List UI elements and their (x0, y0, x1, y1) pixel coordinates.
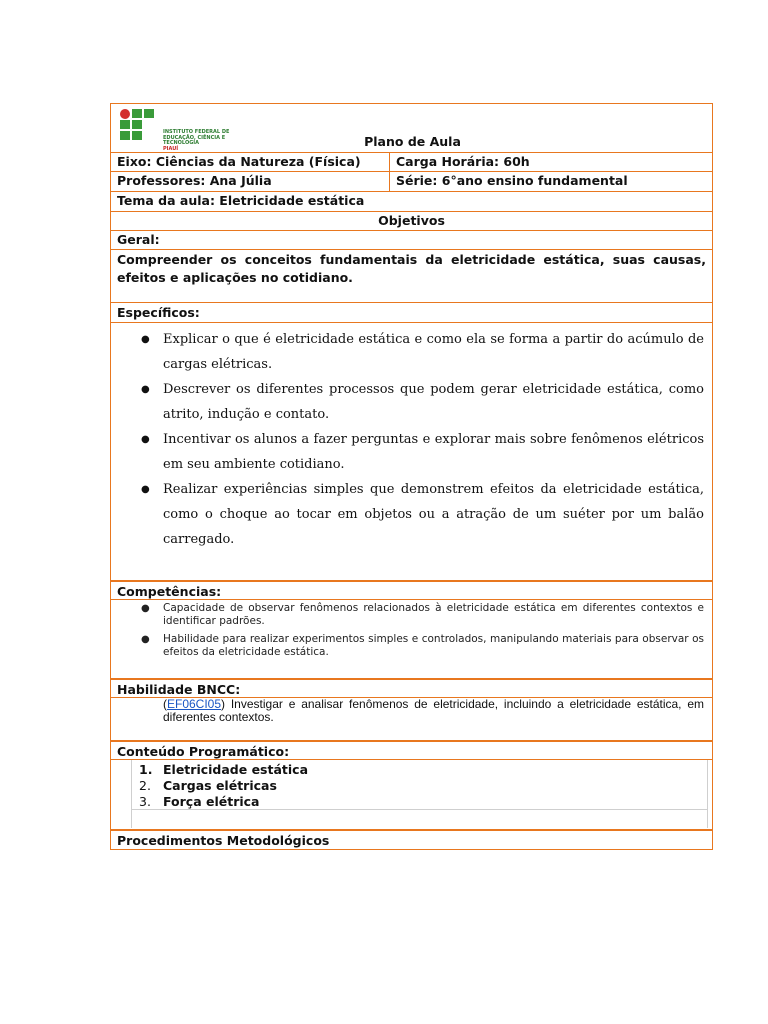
conteudo-item-text: Eletricidade estática (163, 762, 309, 777)
document-title: Plano de Aula (364, 134, 461, 149)
especifico-item: ● Explicar o que é eletricidade estática e como ela se forma a partir do acúmulo de cargas elétricas. (111, 327, 712, 377)
logo-text-line-1: INSTITUTO FEDERAL DE (163, 129, 230, 135)
bncc-text: ) Investigar e analisar fenômenos de eletricidade, incluindo a eletricidade estática, em diferentes contextos. (163, 697, 704, 724)
bncc-label: Habilidade BNCC: (110, 679, 713, 698)
procedimentos-label: Procedimentos Metodológicos (110, 830, 713, 850)
row-professores-serie (110, 172, 713, 192)
bncc-code-link[interactable]: EF06CI05 (167, 697, 222, 711)
row-eixo-carga (110, 152, 713, 172)
competencia-item: ● Habilidade para realizar experimentos simples e controlados, manipulando materiais para observar os efeitos da eletricidade estática. (111, 633, 712, 659)
logo-text-line-3: PIAUÍ (163, 145, 179, 152)
competencias-section (110, 600, 713, 679)
header-row (110, 103, 713, 152)
especifico-item: ● Realizar experiências simples que demonstrem efeitos da eletricidade estática, como o choque ao tocar em objetos ou a atração de um suéter por um balão carregado. (111, 477, 712, 552)
conteudo-item-text: Cargas elétricas (163, 778, 277, 793)
carga-cell: Carga Horária: 60h (396, 154, 530, 169)
conteudo-item (111, 794, 712, 810)
conteudo-item-number: 3. (139, 794, 151, 809)
conteudo-item-number: 1. (139, 762, 153, 777)
especifico-item: ● Descrever os diferentes processos que podem gerar eletricidade estática, como atrito, indução e contato. (111, 377, 712, 427)
especifico-item: ● Incentivar os alunos a fazer perguntas e explorar mais sobre fenômenos elétricos em seu ambiente cotidiano. (111, 427, 712, 477)
tema-cell: Tema da aula: Eletricidade estática (117, 193, 365, 208)
geral-label: Geral: (110, 231, 713, 250)
conteudo-list (111, 762, 712, 810)
conteudo-inner-frame-lower (131, 810, 708, 828)
conteudo-item-number: 2. (139, 778, 151, 793)
bncc-open-paren: ( (163, 697, 167, 711)
objetivos-heading: Objetivos (110, 212, 713, 231)
bncc-text-section (110, 698, 713, 741)
conteudo-item-text: Força elétrica (163, 794, 260, 809)
conteudo-item (111, 778, 712, 794)
serie-cell: Série: 6°ano ensino fundamental (396, 173, 628, 188)
especificos-section (110, 323, 713, 581)
conteudo-section (110, 760, 713, 830)
especificos-list (111, 327, 712, 552)
competencias-list (111, 602, 712, 659)
professores-cell: Professores: Ana Júlia (111, 172, 390, 191)
row-tema (110, 192, 713, 212)
conteudo-label: Conteúdo Programático: (110, 741, 713, 760)
eixo-cell: Eixo: Ciências da Natureza (Física) (111, 153, 390, 171)
competencia-item: ● Capacidade de observar fenômenos relacionados à eletricidade estática em diferentes contextos e identificar padrões. (111, 602, 712, 628)
geral-text: Compreender os conceitos fundamentais da eletricidade estática, suas causas, efeitos e aplicações no cotidiano. (110, 250, 713, 303)
logo-text-line-2: EDUCAÇÃO, CIÊNCIA E TECNOLOGIA (163, 134, 226, 146)
especificos-label: Específicos: (110, 303, 713, 323)
competencias-label: Competências: (110, 581, 713, 600)
conteudo-item (111, 762, 712, 778)
